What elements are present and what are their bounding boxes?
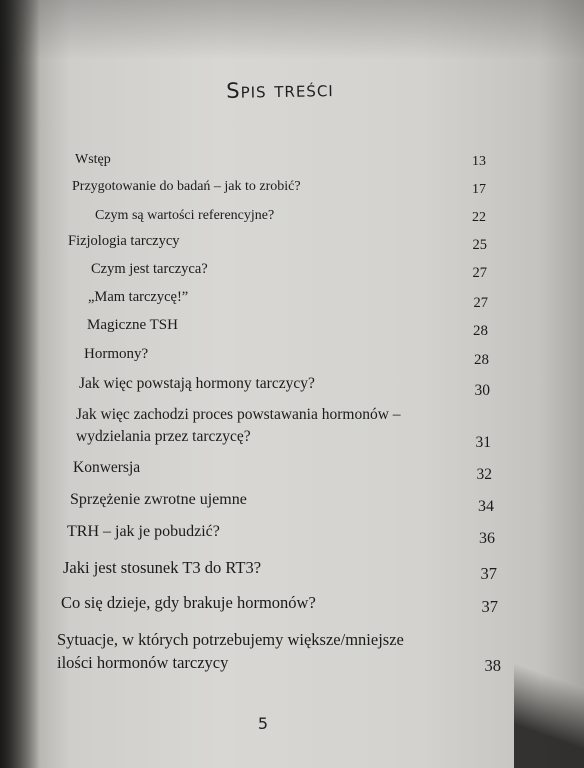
toc-page-number: 30 xyxy=(474,382,490,399)
toc-page-number: 32 xyxy=(476,466,492,483)
toc-entry-title: Sprzężenie zwrotne ujemne xyxy=(70,491,247,508)
toc-page-number: 37 xyxy=(480,564,497,583)
toc-entry-title: ilości hormonów tarczycy xyxy=(57,653,229,673)
toc-page-number: 28 xyxy=(473,323,488,339)
toc-entry-title: Przygotowanie do badań – jak to zrobić? xyxy=(72,179,301,194)
toc-entry-title: Sytuacje, w których potrzebujemy większe/mniejsze xyxy=(57,630,404,649)
toc-entry-title: „Mam tarczycę!” xyxy=(88,289,189,305)
toc-entry xyxy=(73,457,140,479)
toc-entry xyxy=(76,404,401,447)
toc-page-number: 22 xyxy=(472,210,486,225)
toc-entry xyxy=(61,591,316,614)
toc-entry xyxy=(79,373,315,395)
toc-entry xyxy=(87,315,178,336)
toc-entry-title: Czym jest tarczyca? xyxy=(91,261,208,277)
toc-entry-title: Jaki jest stosunek T3 do RT3? xyxy=(63,558,262,577)
toc-entry-title: Fizjologia tarczycy xyxy=(68,233,180,249)
toc-page-number: 25 xyxy=(472,237,487,253)
toc-entry xyxy=(84,344,148,365)
toc-entry xyxy=(75,150,111,170)
toc-entry xyxy=(63,556,261,579)
toc-entry xyxy=(72,177,301,197)
toc-page-number: 31 xyxy=(475,434,491,451)
toc-page-number: 38 xyxy=(484,656,501,675)
toc-page-number: 13 xyxy=(472,154,486,169)
book-spine-shadow xyxy=(0,0,40,768)
page-corner-shadow xyxy=(514,618,584,768)
toc-entry xyxy=(70,489,247,511)
toc-entry-title: TRH – jak je pobudzić? xyxy=(67,523,220,540)
toc-page-number: 27 xyxy=(473,295,488,311)
toc-entry-title: Co się dzieje, gdy brakuje hormonów? xyxy=(61,593,316,612)
toc-entry-title: Jak więc zachodzi proces powstawania hormonów – xyxy=(76,406,401,423)
toc-entry-title: wydzielania przez tarczycę? xyxy=(76,427,251,445)
toc-entry-title: Jak więc powstają hormony tarczycy? xyxy=(79,375,315,392)
toc-entry xyxy=(91,259,208,279)
toc-page-number: 34 xyxy=(478,498,494,515)
toc-entry-title: Konwersja xyxy=(73,459,141,476)
page-top-shadow xyxy=(0,0,584,60)
toc-entry xyxy=(67,521,220,543)
toc-page-number: 28 xyxy=(474,352,489,368)
toc-entry-title: Wstęp xyxy=(75,152,111,167)
footer-page-number: 5 xyxy=(257,714,269,733)
toc-page-number: 37 xyxy=(481,597,498,616)
toc-entry xyxy=(68,231,180,251)
toc-page-number: 17 xyxy=(472,182,486,197)
toc-entry xyxy=(88,287,188,307)
toc-entry-title: Magiczne TSH xyxy=(87,317,178,333)
toc-entry-title: Hormony? xyxy=(84,346,149,362)
toc-page-number: 36 xyxy=(479,530,495,547)
toc-page-number: 27 xyxy=(472,265,487,281)
toc-entry-title: Czym są wartości referencyjne? xyxy=(95,208,275,223)
toc-entry xyxy=(95,206,274,226)
toc-entry xyxy=(57,628,404,674)
toc-title: Spis treści xyxy=(226,77,334,103)
